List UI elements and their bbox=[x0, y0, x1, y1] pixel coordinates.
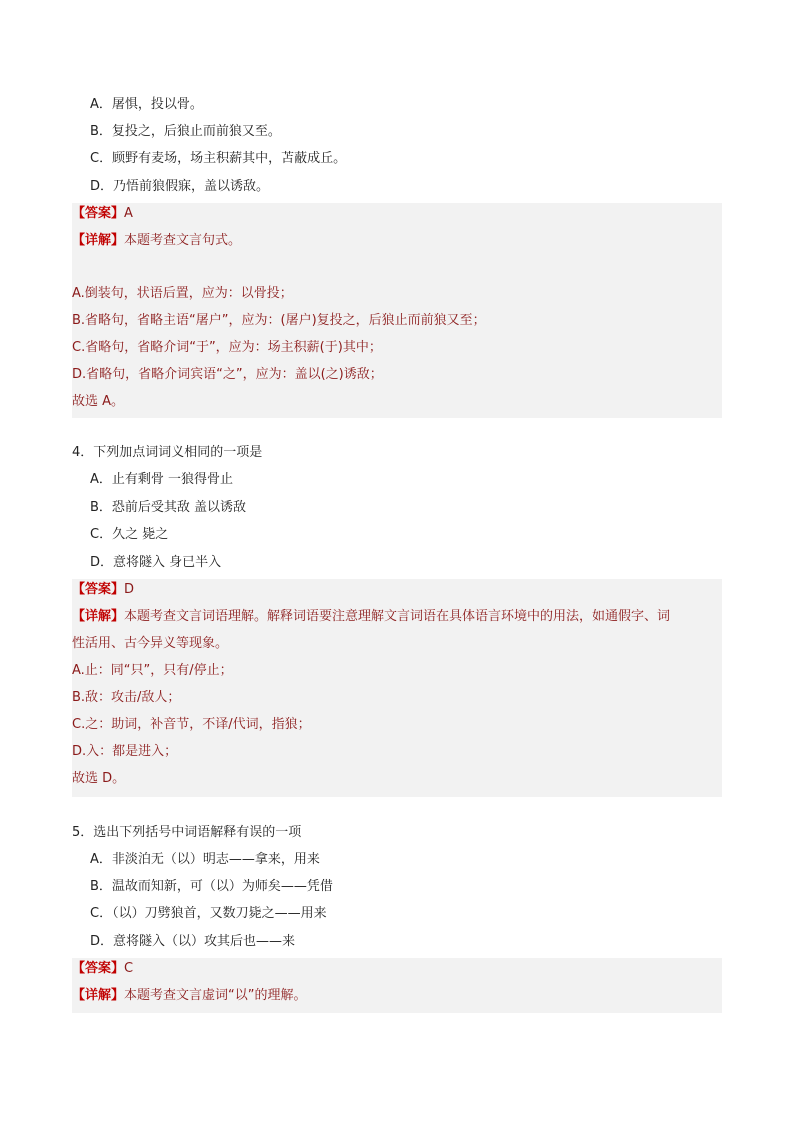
q3-option-a: A．屠惧，投以骨。 bbox=[90, 97, 203, 112]
q4-option-c: C．久之 毙之 bbox=[90, 527, 169, 542]
q5-detail-line bbox=[72, 985, 722, 1013]
q5-stem: 5．选出下列括号中词语解释有误的一项 bbox=[72, 825, 302, 840]
q5-option-a: A．非淡泊无（以）明志——拿来，用来 bbox=[90, 852, 320, 867]
q3-conclusion: 故选 A。 bbox=[72, 391, 722, 418]
detail-tag: 【详解】 bbox=[72, 233, 125, 248]
q3-explanation-b: B.省略句，省略主语“屠户”，应为：(屠户)复投之，后狼止而前狼又至； bbox=[72, 310, 722, 337]
q3-explanation-d: D.省略句，省略介词宾语“之”，应为：盖以(之)诱敌； bbox=[72, 364, 722, 391]
q5-option-d: D．意将隧入（以）攻其后也——来 bbox=[90, 934, 296, 949]
detail-text: 本题考查文言虚词“以”的理解。 bbox=[124, 988, 307, 1003]
answer-value: A bbox=[124, 206, 133, 221]
q5-option-c: C．（以）刀劈狼首，又数刀毙之——用来 bbox=[90, 906, 327, 921]
q4-explanation-d: D.入：都是进入； bbox=[72, 741, 722, 768]
answer-tag: 【答案】 bbox=[72, 961, 125, 976]
q3-explanation-a: A.倒装句，状语后置，应为：以骨投； bbox=[72, 283, 722, 310]
q3-explanation-c: C.省略句，省略介词“于”，应为：场主积薪(于)其中； bbox=[72, 337, 722, 364]
q4-option-b: B．恐前后受其敌 盖以诱敌 bbox=[90, 500, 247, 515]
q5-answer-line bbox=[72, 958, 722, 985]
q3-blank-line bbox=[72, 257, 722, 283]
q4-detail-line-1 bbox=[72, 606, 722, 633]
q3-detail-line bbox=[72, 230, 722, 257]
q4-explanation-a: A.止：同“只”，只有/停止； bbox=[72, 660, 722, 687]
q4-conclusion: 故选 D。 bbox=[72, 768, 722, 797]
detail-text: 本题考查文言词语理解。解释词语要注意理解文言词语在具体语言环境中的用法，如通假字、词 bbox=[124, 609, 671, 624]
q4-option-d: D．意将隧入 身已半入 bbox=[90, 555, 222, 570]
q4-explanation-c: C.之：助词，补音节，不译/代词，指狼； bbox=[72, 714, 722, 741]
q5-option-b: B．温故而知新，可（以）为师矣——凭借 bbox=[90, 879, 333, 894]
answer-tag: 【答案】 bbox=[72, 206, 125, 221]
q3-option-c: C．顾野有麦场，场主积薪其中，苫蔽成丘。 bbox=[90, 151, 347, 166]
q4-answer-line bbox=[72, 579, 722, 606]
q4-stem: 4．下列加点词词义相同的一项是 bbox=[72, 445, 263, 460]
q4-detail-line-2: 性活用、古今异义等现象。 bbox=[72, 633, 722, 660]
answer-value: D bbox=[124, 582, 135, 597]
q4-explanation-b: B.敌：攻击/敌人； bbox=[72, 687, 722, 714]
detail-text: 本题考查文言句式。 bbox=[124, 233, 242, 248]
q3-option-b: B．复投之，后狼止而前狼又至。 bbox=[90, 124, 281, 139]
q4-option-a: A．止有剩骨 一狼得骨止 bbox=[90, 472, 234, 487]
detail-tag: 【详解】 bbox=[72, 988, 125, 1003]
q3-answer-line bbox=[72, 203, 722, 230]
q3-option-d: D．乃悟前狼假寐，盖以诱敌。 bbox=[90, 179, 270, 194]
detail-tag: 【详解】 bbox=[72, 609, 125, 624]
answer-value: C bbox=[124, 961, 134, 976]
answer-tag: 【答案】 bbox=[72, 582, 125, 597]
